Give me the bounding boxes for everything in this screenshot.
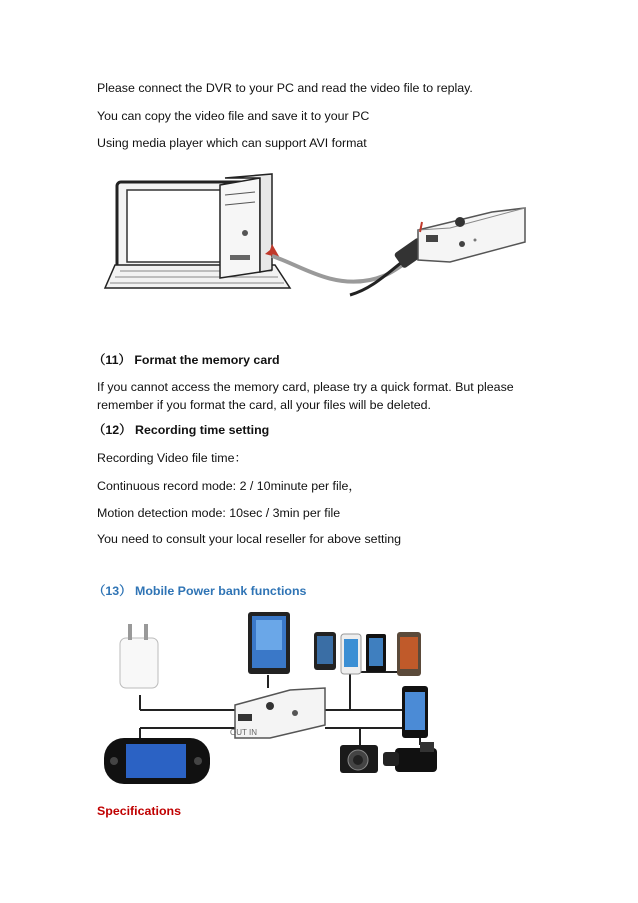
- tablet-icon: [248, 612, 290, 674]
- pc-tower-icon: [220, 174, 272, 278]
- intro-line-3: Using media player which can support AVI format: [97, 136, 367, 150]
- intro-line-1: Please connect the DVR to your PC and read the video file to replay.: [97, 81, 473, 95]
- usb-cable: [272, 256, 410, 282]
- mobile-phone-icon: [402, 686, 428, 738]
- section-11-heading: （11） Format the memory card: [93, 353, 280, 367]
- power-bank-center-icon: [230, 688, 325, 738]
- wall-adapter-icon: [120, 624, 158, 688]
- power-bank-functions-illustration: [100, 610, 460, 790]
- section-12-line-1: Recording Video file time：: [97, 451, 247, 465]
- game-console-icon: [104, 738, 210, 784]
- section-12-line-2: Continuous record mode: 2 / 10minute per file，: [97, 479, 361, 493]
- smartphones-icon: [314, 632, 421, 676]
- intro-line-2: You can copy the video file and save it to your PC: [97, 109, 370, 123]
- camcorder-icon: [383, 742, 437, 772]
- section-11-body: If you cannot access the memory card, please try a quick format. But please remember if you format the card, all your files will be deleted.: [97, 380, 514, 412]
- section-12-line-3: Motion detection mode: 10sec / 3min per file: [97, 506, 341, 520]
- section-12-line-4: You need to consult your local reseller for above setting: [97, 532, 401, 546]
- section-13-heading: （13） Mobile Power bank functions: [93, 584, 307, 598]
- power-bank-icon: [418, 208, 525, 262]
- power-bank-port-label: OUT IN: [230, 728, 257, 737]
- pc-connection-illustration: [100, 170, 540, 330]
- section-12-heading: （12） Recording time setting: [93, 423, 270, 437]
- specifications-heading: Specifications: [97, 804, 182, 818]
- digital-camera-icon: [340, 745, 378, 773]
